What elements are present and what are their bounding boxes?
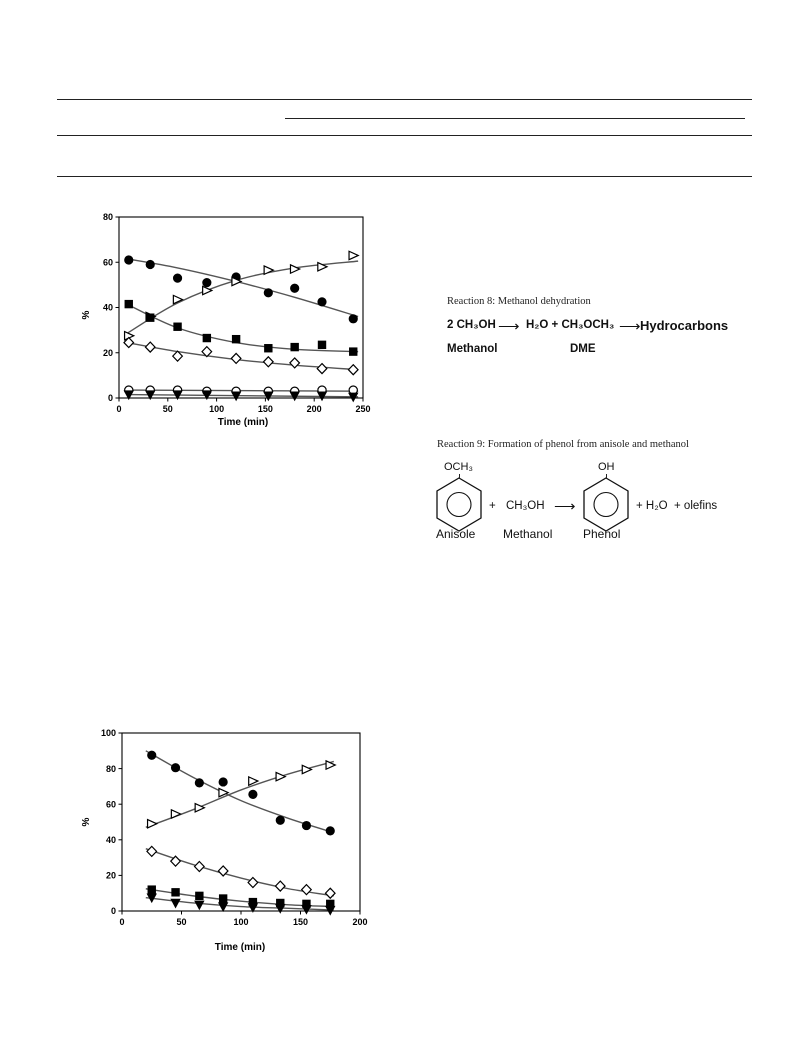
reaction-9-caption: Reaction 9: Formation of phenol from anisole and methanol <box>437 439 689 450</box>
reaction-8-arrow: ⟶ <box>498 318 520 335</box>
reaction-9-methanol-formula: CH₃OH <box>506 500 545 512</box>
data-point-open-diamond <box>348 365 358 375</box>
x-tick-label: 50 <box>176 917 187 927</box>
y-tick-label: 40 <box>105 835 116 845</box>
data-point-filled-circle <box>302 822 310 830</box>
data-point-open-triangle-right <box>302 765 311 773</box>
data-point-filled-triangle-down <box>195 901 203 909</box>
y-tick-label: 0 <box>107 393 113 404</box>
data-point-filled-circle <box>326 827 334 835</box>
data-point-filled-square <box>148 886 155 893</box>
data-point-filled-square <box>291 343 298 350</box>
data-point-open-diamond <box>147 846 157 856</box>
data-point-filled-square <box>196 892 203 899</box>
data-point-open-triangle-right <box>148 820 157 828</box>
data-point-filled-circle <box>148 751 156 759</box>
label-methanol: Methanol <box>503 527 553 541</box>
data-point-filled-circle <box>291 284 299 292</box>
data-point-filled-circle <box>174 274 182 282</box>
data-point-open-diamond <box>195 862 205 872</box>
data-point-filled-circle <box>264 289 272 297</box>
data-point-filled-square <box>174 323 181 330</box>
data-point-filled-circle <box>125 256 133 264</box>
table-bottom-rule <box>57 176 752 177</box>
reaction-8-label-methanol: Methanol <box>447 343 498 355</box>
reaction-9-arrow: ⟶ <box>554 498 576 515</box>
x-axis-title: Time (min) <box>217 417 269 428</box>
plot-frame <box>122 733 360 911</box>
data-point-open-triangle-right <box>276 772 285 780</box>
y-tick-label: 20 <box>102 347 113 358</box>
data-point-filled-square <box>147 314 154 321</box>
label-anisole: Anisole <box>436 527 476 541</box>
data-point-open-diamond <box>302 885 312 895</box>
reaction-8-products: H₂O + CH₃OCH₃ <box>526 319 615 331</box>
data-point-open-triangle-right <box>349 251 358 259</box>
chart-time-course-2 <box>75 722 375 952</box>
data-point-filled-circle <box>172 764 180 772</box>
y-tick-label: 60 <box>105 799 116 810</box>
data-point-open-triangle-right <box>203 286 212 294</box>
data-point-filled-circle <box>318 298 326 306</box>
anisole-substituent: OCH₃ <box>444 461 473 473</box>
y-axis-title: % <box>81 817 92 827</box>
data-point-filled-square <box>172 889 179 896</box>
data-point-open-diamond <box>248 878 258 888</box>
benzene-ring-phenol <box>581 476 631 534</box>
reaction-8-reactant: 2 CH₃OH <box>447 319 496 331</box>
table-top-rule <box>57 99 752 100</box>
x-tick-label: 50 <box>162 404 173 414</box>
phenol-bond <box>606 474 607 479</box>
data-point-filled-square <box>265 345 272 352</box>
table-header-bottom-rule <box>57 135 752 136</box>
data-point-filled-square <box>125 301 132 308</box>
x-tick-label: 250 <box>355 404 371 414</box>
data-point-open-diamond <box>290 358 300 368</box>
data-point-open-diamond <box>145 342 155 352</box>
data-point-filled-triangle-down <box>219 903 227 911</box>
fit-curve-open-triangle-right <box>127 261 358 333</box>
x-tick-label: 200 <box>352 917 368 927</box>
data-point-open-triangle-right <box>290 265 299 273</box>
x-tick-label: 150 <box>292 917 309 927</box>
data-point-filled-circle <box>146 261 154 269</box>
reaction-8-label-dme: DME <box>570 343 596 355</box>
data-point-filled-square <box>203 334 210 341</box>
x-tick-label: 100 <box>209 404 225 414</box>
data-point-open-diamond <box>317 364 327 374</box>
data-point-open-diamond <box>264 357 274 367</box>
phenol-substituent: OH <box>598 461 615 473</box>
x-tick-label: 150 <box>257 404 273 414</box>
reaction-9-products: + H₂O + olefins <box>636 500 718 512</box>
reaction-8-hydrocarbons: Hydrocarbons <box>640 318 729 333</box>
data-point-open-diamond <box>325 888 335 898</box>
x-tick-label: 200 <box>306 404 322 414</box>
data-point-filled-circle <box>219 778 227 786</box>
data-point-filled-square <box>318 341 325 348</box>
x-axis-title: Time (min) <box>214 942 266 952</box>
data-point-open-diamond <box>275 881 285 891</box>
y-tick-label: 0 <box>110 906 116 917</box>
y-tick-label: 100 <box>100 728 116 739</box>
data-point-filled-triangle-down <box>171 899 179 907</box>
y-tick-label: 20 <box>105 870 116 881</box>
y-tick-label: 60 <box>102 257 113 268</box>
data-point-open-triangle-right <box>195 804 204 812</box>
data-point-filled-circle <box>249 790 257 798</box>
reaction-8-caption: Reaction 8: Methanol dehydration <box>447 296 591 307</box>
data-point-filled-circle <box>203 279 211 287</box>
x-tick-label: 0 <box>119 917 125 927</box>
table-header-subrule <box>285 118 745 119</box>
fit-curve-filled-circle <box>146 751 334 833</box>
reaction-9-plus: + <box>489 500 496 512</box>
label-phenol: Phenol <box>583 527 621 541</box>
anisole-bond <box>459 474 460 479</box>
y-tick-label: 40 <box>102 302 113 313</box>
reaction-8-arrow-2: ⟶ <box>619 318 641 335</box>
data-point-filled-circle <box>195 779 203 787</box>
y-tick-label: 80 <box>102 212 113 223</box>
x-tick-label: 0 <box>116 404 122 414</box>
data-point-open-diamond <box>231 353 241 363</box>
benzene-ring-anisole <box>434 476 484 534</box>
data-point-filled-circle <box>349 315 357 323</box>
data-point-filled-square <box>350 348 357 355</box>
data-point-filled-circle <box>276 816 284 824</box>
data-point-filled-square <box>220 895 227 902</box>
data-point-filled-square <box>233 336 240 343</box>
y-tick-label: 80 <box>105 763 116 774</box>
x-tick-label: 100 <box>233 917 249 927</box>
chart-time-course-1 <box>75 205 375 435</box>
y-axis-title: % <box>81 310 92 320</box>
